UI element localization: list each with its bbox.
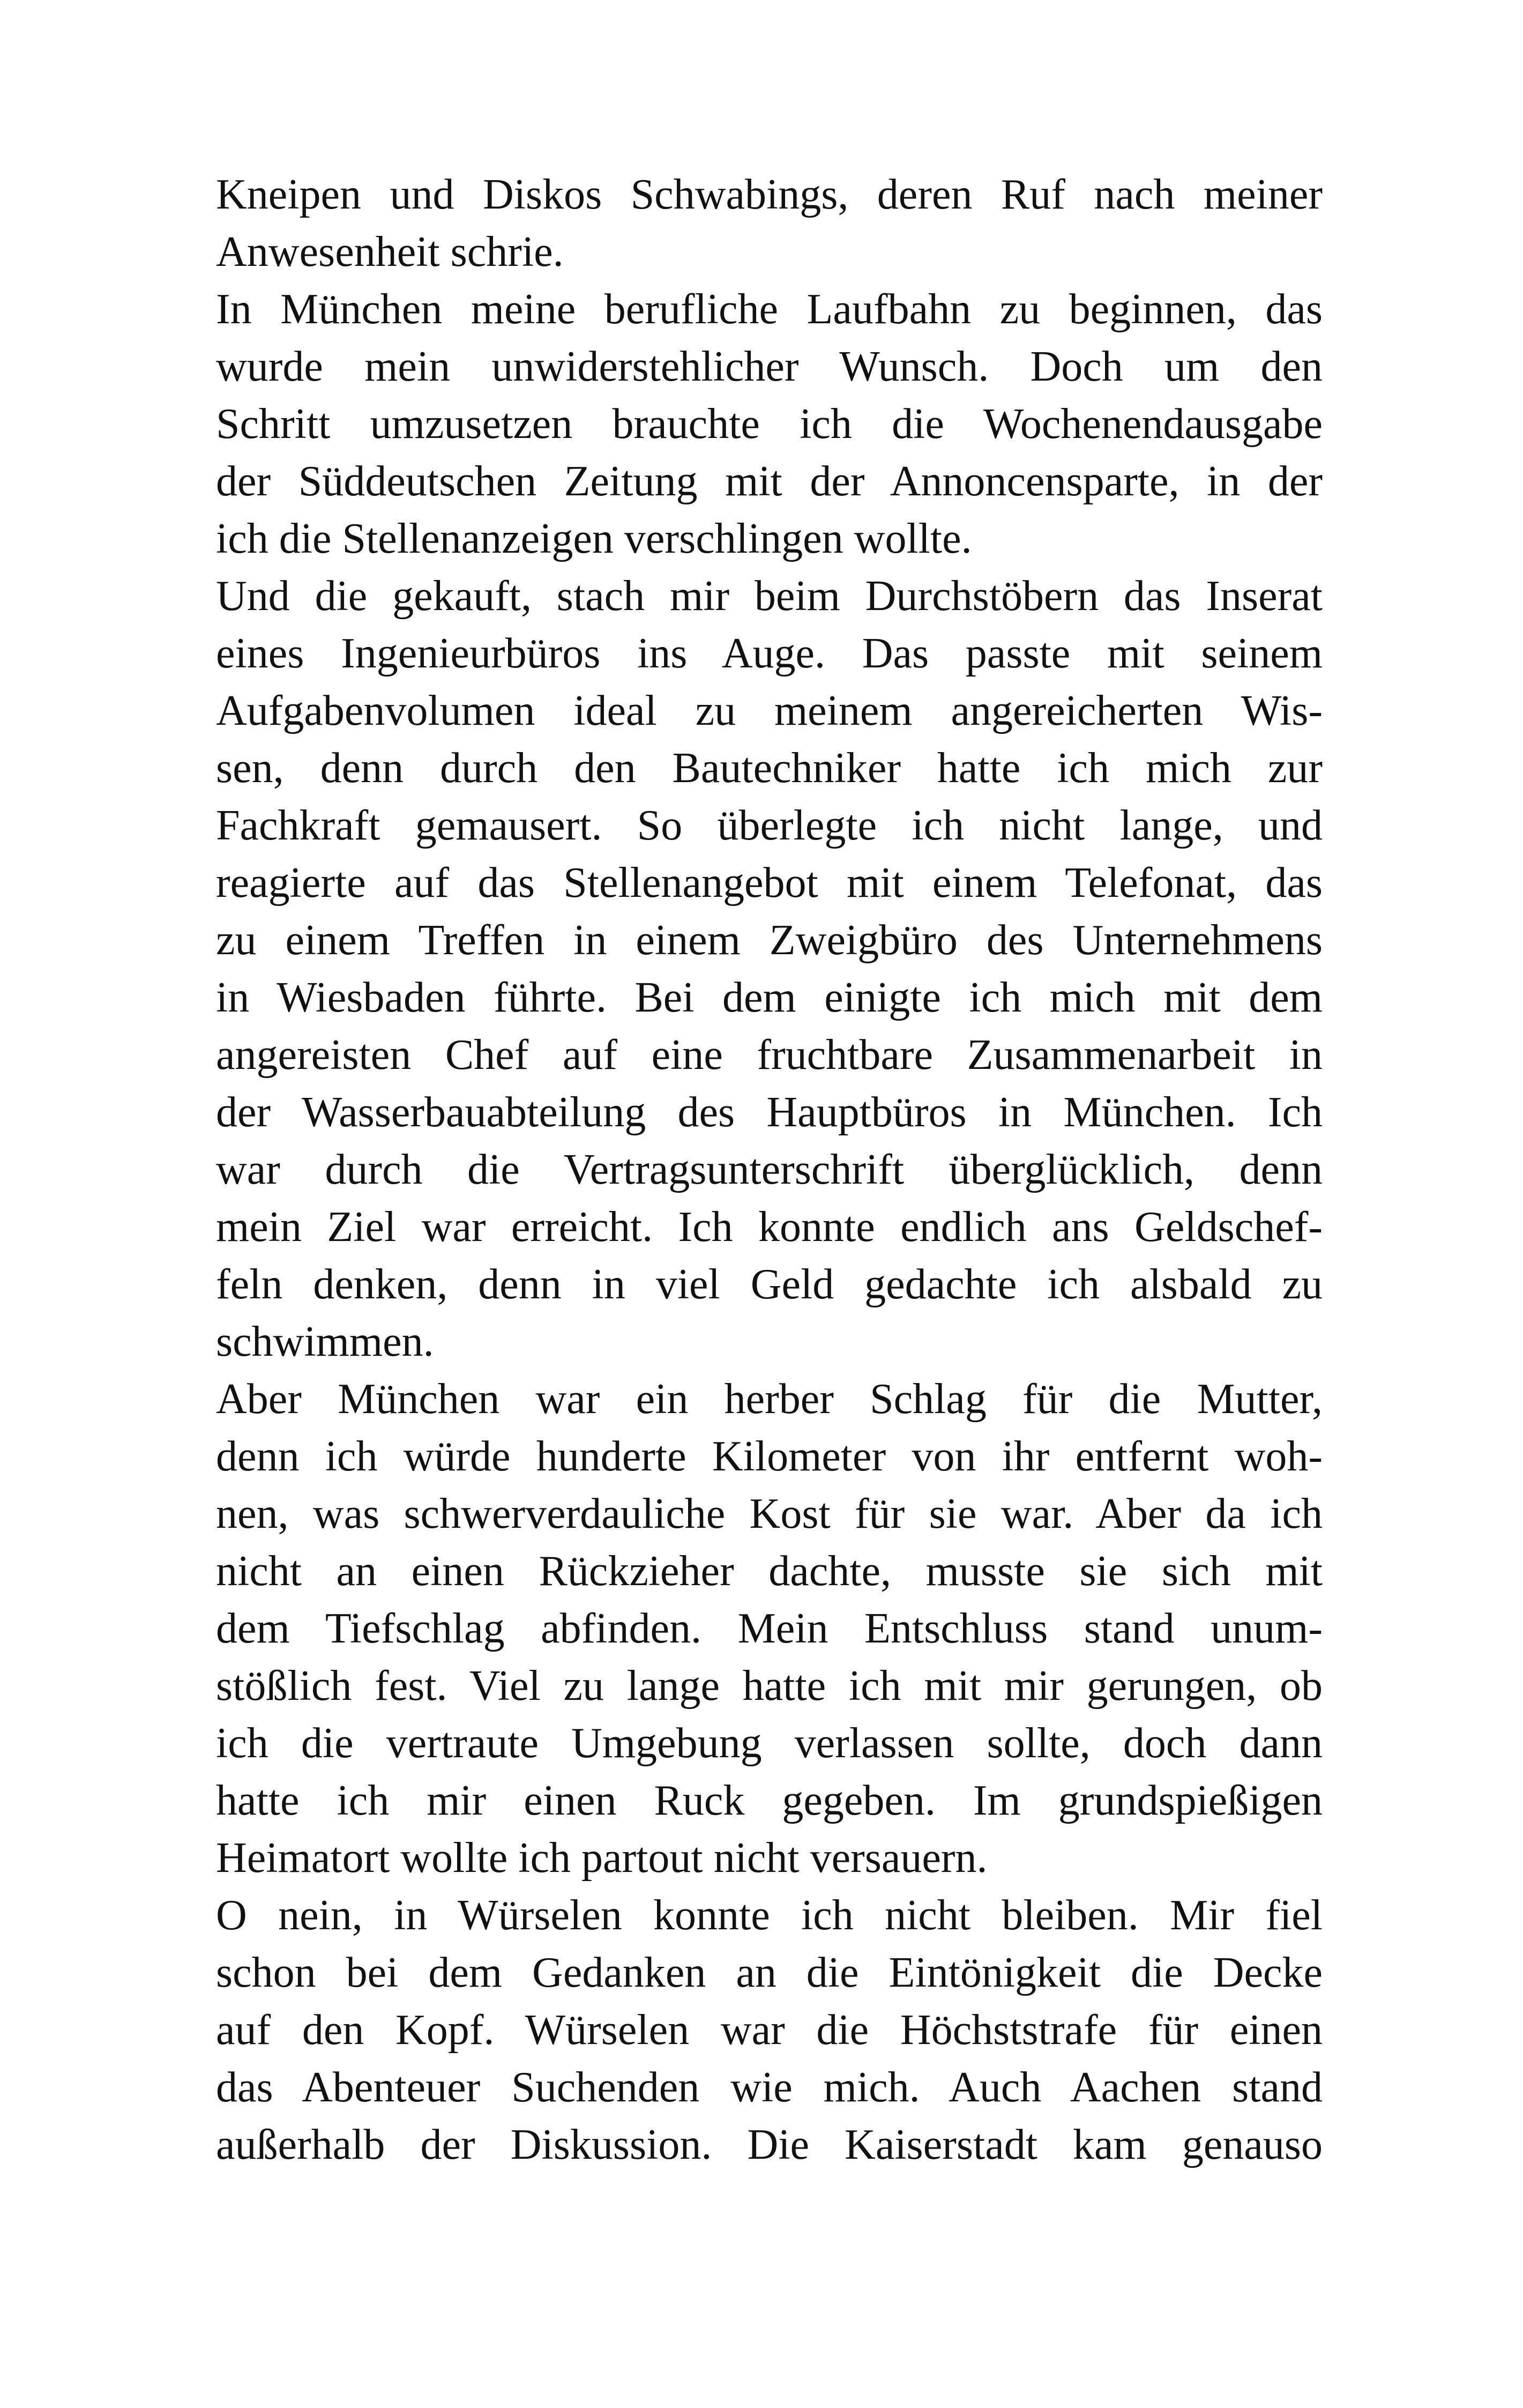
text-line: Aber München war ein herber Schlag für die Mutter, xyxy=(216,1376,1323,1423)
text-line: Fachkraft gemausert. So überlegte ich nicht lange, und xyxy=(216,802,1323,849)
text-line: ich die vertraute Umgebung verlassen sollte, doch dann xyxy=(216,1720,1323,1767)
text-line: Und die gekauft, stach mir beim Durchstöbern das Inserat xyxy=(216,573,1323,620)
text-line: Schritt umzusetzen brauchte ich die Wochenendausgabe xyxy=(216,400,1323,448)
text-line: sen, denn durch den Bautechniker hatte ich mich zur xyxy=(216,745,1323,792)
text-line: Heimatort wollte ich partout nicht versauern. xyxy=(216,1834,988,1882)
text-line: ich die Stellenanzeigen verschlingen wollte. xyxy=(216,515,972,562)
body-text xyxy=(216,166,1323,2174)
text-line: O nein, in Würselen konnte ich nicht bleiben. Mir fiel xyxy=(216,1892,1323,1939)
text-line: der Süddeutschen Zeitung mit der Annoncensparte, in der xyxy=(216,458,1323,505)
text-line: feln denken, denn in viel Geld gedachte ich alsbald zu xyxy=(216,1261,1323,1308)
text-line: mein Ziel war erreicht. Ich konnte endlich ans Geldschef- xyxy=(216,1203,1323,1251)
text-line: Aufgabenvolumen ideal zu meinem angereicherten Wis- xyxy=(216,687,1323,734)
text-line: dem Tiefschlag abfinden. Mein Entschluss stand unum- xyxy=(216,1605,1323,1652)
text-line: war durch die Vertragsunterschrift überglücklich, denn xyxy=(216,1146,1323,1193)
text-line: in Wiesbaden führte. Bei dem einigte ich mich mit dem xyxy=(216,974,1323,1021)
text-line: schon bei dem Gedanken an die Eintönigkeit die Decke xyxy=(216,1949,1323,1996)
text-line: auf den Kopf. Würselen war die Höchststrafe für einen xyxy=(216,2006,1323,2054)
text-line: denn ich würde hunderte Kilometer von ihr entfernt woh- xyxy=(216,1433,1323,1480)
text-line: nen, was schwerverdauliche Kost für sie war. Aber da ich xyxy=(216,1490,1323,1537)
text-line: das Abenteuer Suchenden wie mich. Auch Aachen stand xyxy=(216,2064,1323,2111)
text-line: hatte ich mir einen Ruck gegeben. Im grundspießigen xyxy=(216,1777,1323,1824)
text-line: außerhalb der Diskussion. Die Kaiserstadt kam genauso xyxy=(216,2121,1323,2168)
text-line: wurde mein unwiderstehlicher Wunsch. Doch um den xyxy=(216,343,1323,390)
text-line: stößlich fest. Viel zu lange hatte ich mit mir gerungen, ob xyxy=(216,1662,1323,1710)
text-line: Anwesenheit schrie. xyxy=(216,228,564,276)
text-line: zu einem Treffen in einem Zweigbüro des Unternehmens xyxy=(216,917,1323,964)
text-line: schwimmen. xyxy=(216,1318,434,1365)
text-line: In München meine berufliche Laufbahn zu beginnen, das xyxy=(216,286,1323,333)
text-line: eines Ingenieurbüros ins Auge. Das passte mit seinem xyxy=(216,630,1323,677)
text-line: nicht an einen Rückzieher dachte, musste sie sich mit xyxy=(216,1548,1323,1595)
text-line: angereisten Chef auf eine fruchtbare Zusammenarbeit in xyxy=(216,1031,1323,1079)
text-line: der Wasserbauabteilung des Hauptbüros in München. Ich xyxy=(216,1089,1323,1136)
text-line: reagierte auf das Stellenangebot mit einem Telefonat, das xyxy=(216,859,1323,906)
text-line: Kneipen und Diskos Schwabings, deren Ruf nach meiner xyxy=(216,171,1323,218)
